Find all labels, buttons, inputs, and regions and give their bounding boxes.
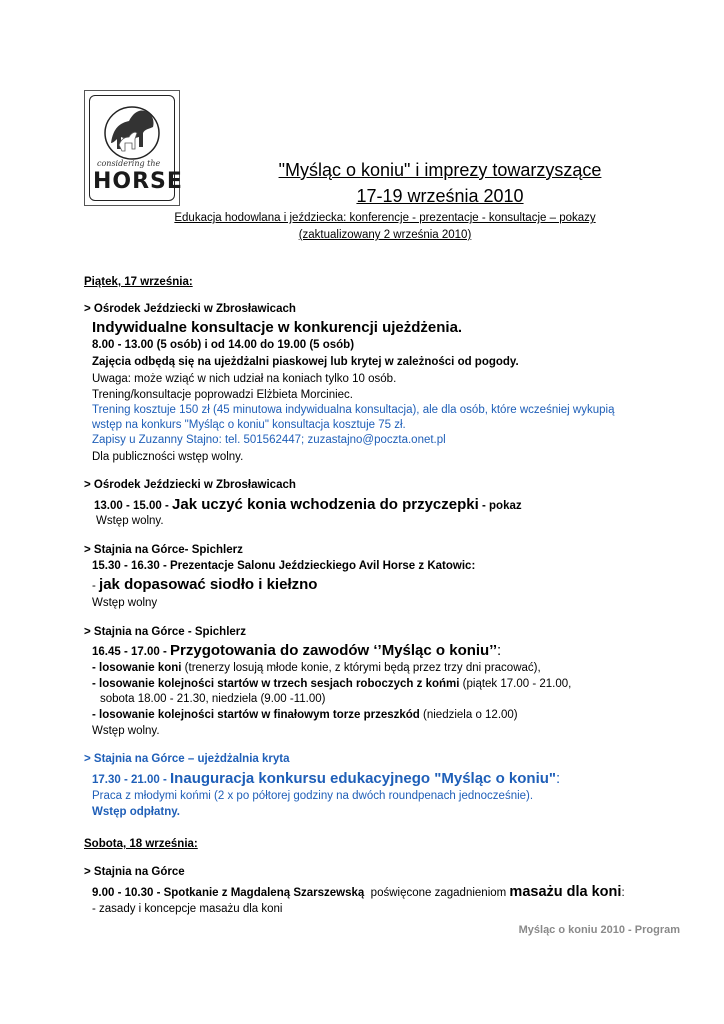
day1-heading: Piątek, 17 września: [84,276,193,288]
d1s4-item4-bold: - losowanie kolejności startów w finałowym torze przeszkód [92,709,420,721]
d1s4-item3: sobota 18.00 - 21.30, niedziela (9.00 -11.00) [100,693,326,705]
d1s5-time: 17.30 - 21.00 - [92,774,167,786]
d1s4-venue: > Stajnia na Górce - Spichlerz [84,626,247,638]
d1s2-entry: Wstęp wolny. [96,515,164,527]
d1s1-title: Indywidualne konsultacje w konkurencji ujeżdżenia. [92,319,463,336]
logo-word: HORSE [93,169,183,194]
d1s4-colon: : [497,642,502,659]
d1s4-item4 [92,709,518,721]
subtitle-line-1: Edukacja hodowlana i jeździecka: konferencje - prezentacje - konsultacje – pokazy [174,212,596,224]
logo-script-text: considering the [97,159,161,168]
d1s4-item1-rest: (trenerzy losują młode konie, z którymi będą przez trzy dni pracować), [181,662,541,674]
d1s5-venue: > Stajnia na Górce – ujeżdżalnia kryta [84,753,290,765]
d1s1-public: Dla publiczności wstęp wolny. [92,451,244,463]
d1s3-entry: Wstęp wolny [92,597,158,609]
d1s4-item2-rest: (piątek 17.00 - 21.00, [459,678,572,690]
d1s2-time: 13.00 - 15.00 - [94,500,169,512]
d1s1-blue2: wstęp na konkurs "Myśląc o koniu" konsultacja kosztuje 75 zł. [92,419,406,431]
d2s1-colon: : [621,887,625,899]
d1s1-note-bold: Zajęcia odbędą się na ujeżdżalni piaskowej lub krytej w zależności od pogody. [92,356,519,368]
d1s4-title: Przygotowania do zawodów ‘’Myśląc o koniu’’ [170,642,497,659]
d1s3-dash: - [92,580,96,592]
d1s2-venue: > Ośrodek Jeździecki w Zbrosławicach [84,479,296,491]
d1s3-line: 15.30 - 16.30 - Prezentacje Salonu Jeździeckiego Avil Horse z Katowic: [92,560,476,572]
d1s1-blue1: Trening kosztuje 150 zł (45 minutowa indywidualna konsultacja), ale dla osób, które wcześniej wykupią [92,404,615,416]
day2-heading: Sobota, 18 września: [84,838,198,850]
d2s1-line [92,884,625,900]
d2s1-time: 9.00 - 10.30 - Spotkanie z Magdaleną Szarszewską [92,887,365,899]
d1s1-note1: Uwaga: może wziąć w nich udział na koniach tylko 10 osób. [92,373,397,385]
d1s3-title: jak dopasować siodło i kiełzno [99,576,318,593]
d2s1-mid: poświęcone zagadnieniom [364,887,510,899]
d1s4-item1 [92,662,541,674]
d1s5-title-line [92,770,560,787]
d1s1-note2: Trening/konsultacje poprowadzi Elżbieta Morciniec. [92,389,354,401]
d1s3-title-line [92,576,317,593]
d2s1-venue: > Stajnia na Górce [84,866,185,878]
d1s5-colon: : [556,770,561,787]
d1s5-desc: Praca z młodymi końmi (2 x po półtorej godziny na dwóch roundpenach jednocześnie). [92,790,534,802]
title-line-2: 17-19 września 2010 [356,186,524,206]
d1s4-item4-rest: (niedziela o 12.00) [419,709,518,721]
d1s1-times: 8.00 - 13.00 (5 osób) i od 14.00 do 19.00 (5 osób) [92,339,355,351]
horse-icon [99,99,165,161]
footer-text: Myśląc o koniu 2010 - Program [518,924,680,936]
d1s1-venue: > Ośrodek Jeździecki w Zbrosławicach [84,303,296,315]
d1s4-entry: Wstęp wolny. [92,725,160,737]
d1s4-item2 [92,678,571,690]
d1s4-item2-bold: - losowanie kolejności startów w trzech sesjach roboczych z końmi [92,678,460,690]
d1s2-line [94,496,522,513]
d1s4-title-line [92,642,501,659]
subtitle-line-2: (zaktualizowany 2 września 2010) [298,229,472,241]
d1s5-title: Inauguracja konkursu edukacyjnego "Myśląc o koniu" [170,770,557,787]
d1s1-blue3: Zapisy u Zuzanny Stajno: tel. 501562447; zuzastajno@poczta.onet.pl [92,434,446,446]
d2s1-item: - zasady i koncepcje masażu dla koni [92,903,283,915]
d1s5-entry: Wstęp odpłatny. [92,806,180,818]
d1s2-suffix: - pokaz [482,500,522,512]
title-line-1: "Myśląc o koniu" i imprezy towarzyszące [278,160,602,180]
d1s3-venue: > Stajnia na Górce- Spichlerz [84,544,243,556]
d1s4-item1-bold: - losowanie koni [92,662,182,674]
d1s2-title: Jak uczyć konia wchodzenia do przyczepki [172,496,479,513]
d1s4-time: 16.45 - 17.00 - [92,646,167,658]
d2s1-big: masażu dla koni [509,884,622,900]
